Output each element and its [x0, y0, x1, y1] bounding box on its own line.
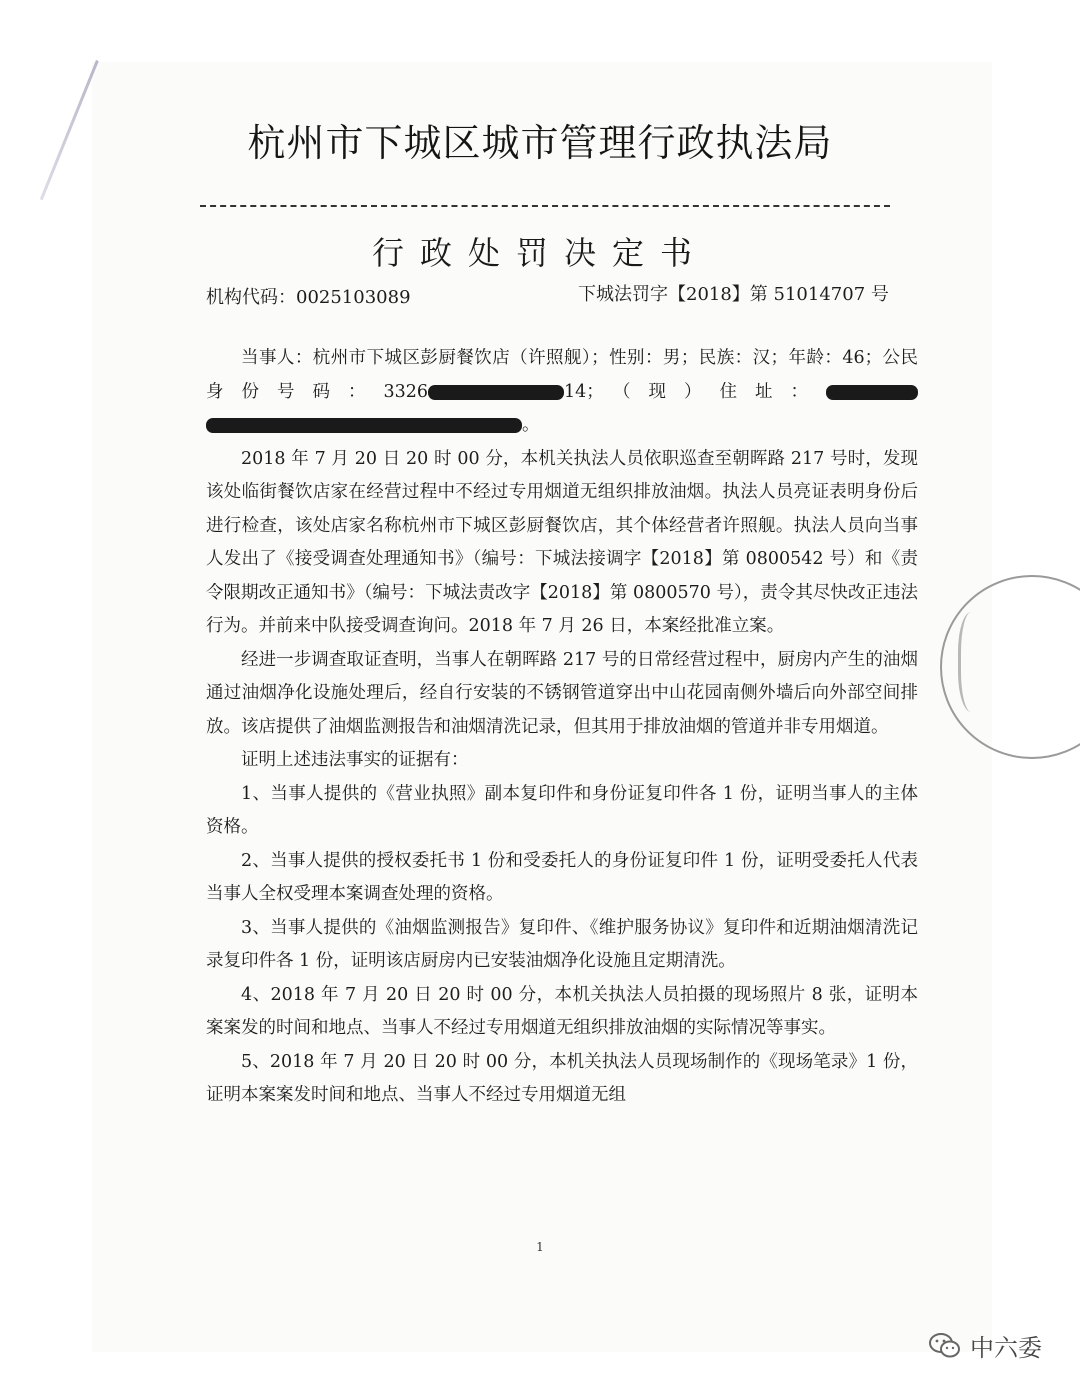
paragraph-evidence-heading: 证明上述违法事实的证据有：	[241, 750, 469, 770]
party-info	[206, 342, 918, 443]
document-body	[206, 342, 918, 1113]
evidence-item-3: 3、当事人提供的《油烟监测报告》复印件、《维护服务协议》复印件和近期油烟清洗记录复印件各 1 份，证明该店厨房内已安装油烟净化设施且定期清洗。	[206, 917, 918, 971]
party-line-1: 当事人：杭州市下城区彭厨餐饮店（许照舰）；性别：男；民族：汉；	[241, 348, 789, 368]
page-number: 1	[536, 1240, 544, 1254]
evidence-item-5: 5、2018 年 7 月 20 日 20 时 00 分，本机关执法人员现场制作的《现场笔录》1 份，证明本案案发时间和地点、当事人不经过专用烟道无组	[206, 1051, 918, 1105]
wechat-icon	[928, 1332, 962, 1360]
evidence-item-1: 1、当事人提供的《营业执照》副本复印件和身份证复印件各 1 份，证明当事人的主体资格。	[206, 783, 918, 837]
source-watermark	[928, 1328, 1042, 1363]
org-code: 机构代码：0025103089	[206, 287, 411, 308]
redacted-id-number	[428, 385, 564, 400]
party-line-3-suffix: 。	[522, 415, 540, 435]
watermark-label: 中六委	[970, 1334, 1042, 1362]
seal-ink-mark	[958, 612, 991, 712]
redacted-address-part-2	[206, 418, 522, 433]
case-number: 下城法罚字【2018】第 51014707 号	[578, 284, 889, 305]
party-line-2-mid: 14；（现）住址：	[564, 381, 826, 402]
document-title: 行政处罚决定书	[371, 234, 708, 272]
evidence-item-4: 4、2018 年 7 月 20 日 20 时 00 分，本机关执法人员拍摄的现场照片 8 张，证明本案案发的时间和地点、当事人不经过专用烟道无组织排放油烟的实际情况等事实。	[206, 984, 918, 1038]
evidence-item-2: 2、当事人提供的授权委托书 1 份和受委托人的身份证复印件 1 份，证明受委托人代表当事人全权受理本案调查处理的资格。	[206, 850, 918, 904]
redacted-address-part-1	[826, 385, 918, 400]
agency-name: 杭州市下城区城市管理行政执法局	[247, 121, 833, 165]
paragraph-investigation: 经进一步调查取证查明，当事人在朝晖路 217 号的日常经营过程中，厨房内产生的油烟通过油烟净化设施处理后，经自行安装的不锈钢管道穿出中山花园南侧外墙后向外部空间排放。该店提供了油烟监测报告和油烟清洗记录，但其用于排放油烟的管道并非专用烟道。	[206, 649, 918, 737]
header-divider	[200, 205, 890, 207]
paragraph-incident: 2018 年 7 月 20 日 20 时 00 分，本机关执法人员依职巡查至朝晖路 217 号时，发现该处临街餐饮店家在经营过程中不经过专用烟道无组织排放油烟。执法人员亮证表明身份后进行检查，该处店家名称杭州市下城区彭厨餐饮店，其个体经营者许照舰。执法人员向当事人发出了《接受调查处理通知书》（编号：下城法接调字【2018】第 0800542 号）和《责令限期改正通知书》（编号：下城法责改字【2018】第 0800570 号），责令其尽快改正违法行为。并前来中队接受调查询问。2018 年 7 月 26 日，本案经批准立案。	[206, 448, 918, 636]
party-line-2-prefix: 年龄：46；公民身份号码：3326	[206, 348, 918, 402]
